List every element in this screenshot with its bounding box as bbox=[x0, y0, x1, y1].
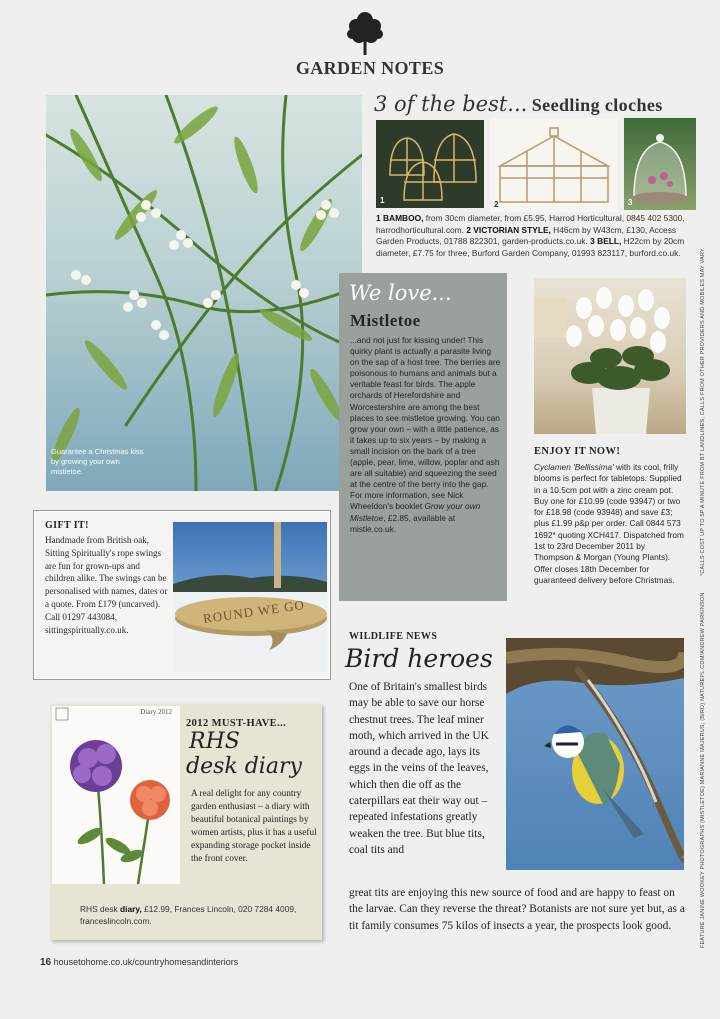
section-title: GARDEN NOTES bbox=[295, 58, 445, 78]
diary-title-1: RHS bbox=[189, 729, 240, 754]
mistletoe-box-title: Mistletoe bbox=[350, 311, 421, 330]
mistletoe-box-body-end: , £2.85, available at mistle.co.uk. bbox=[350, 512, 456, 534]
cloche-photo-3 bbox=[624, 118, 696, 210]
diary-box bbox=[50, 704, 322, 940]
gift-title: GIFT IT! bbox=[45, 520, 89, 531]
tree-icon bbox=[345, 8, 385, 58]
cloches-heading-title: Seedling cloches bbox=[531, 95, 663, 115]
diary-kicker: 2012 MUST-HAVE... bbox=[186, 718, 287, 729]
mistletoe-box bbox=[339, 273, 507, 601]
diary-caption-start: RHS desk bbox=[80, 904, 121, 914]
diary-text: A real delight for any country garden enthusiast – a diary with beautiful botanical paintings by women artists, plus it has a useful expanding storage pocket inside the front cover. bbox=[191, 789, 317, 864]
header-logo bbox=[345, 8, 385, 58]
cloche-photo-2-number: 2 bbox=[494, 200, 499, 209]
side-note-bottom: FEATURE JANINE WOOKEY PHOTOGRAPHS (MISTLETOE) MARIANNE MAJERUS; (BIRD) NATUREPL.COM/ANDREW PARKINSON bbox=[700, 592, 706, 948]
side-note-top: *CALLS COST UP TO 5P A MINUTE FROM BT LANDLINES; CALLS FROM OTHER PROVIDERS AND MOBILES MAY VARY. bbox=[700, 247, 706, 576]
enjoy-plant: Cyclamen 'Bellissima' bbox=[534, 462, 614, 472]
cloche-2-label: 2 VICTORIAN STYLE, bbox=[466, 224, 551, 235]
enjoy-body: with its cool, frilly blooms is perfect for tabletops. Supplied in a 10.5cm pot with a zinc cream pot. Buy one for £10.99 (code 93947) or two for £18.98 (code 93948) and save £3; plus £1.99 p&p per order. Call 0844 573 1692* quoting XCH417. Dispatched from 1st to 23rd December 2011 by Thompson & Morgan (Young Plants). Offer closes 18th December for guaranteed delivery before Christmas. bbox=[534, 462, 684, 585]
cloche-photo-1-number: 1 bbox=[380, 196, 385, 205]
gift-box bbox=[33, 510, 331, 680]
cloche-photo-2 bbox=[490, 118, 618, 212]
diary-cover bbox=[52, 706, 180, 884]
cloche-1-text: from 30cm diameter, from £5.95, Harrod Horticultural, 0845 402 5300, harrodhorticultural.com. bbox=[376, 213, 685, 235]
mistletoe-box-body-text: ...and not just for kissing under! This quirky plant is actually a parasite living on the sap of a host tree. The berries are poisonous to humans and animals but a veritable feast for birds. The apple orchards of Herefordshire and Worcestershire are among the best places to see mistletoe growing. You can grow your own – with a little patience, as it takes up to six years – by making a small incision on the bark of a tree (apple, pear, lime, willow, poplar and ash are all suitable) and squeezing the seed at the centre of the berry into the gap. For more information, see Nick Wheeldon's booklet bbox=[350, 335, 501, 512]
swing-photo bbox=[173, 522, 327, 672]
mistletoe-box-book: Grow your own Mistletoe bbox=[350, 501, 481, 523]
diary-caption-bold: diary, bbox=[120, 904, 142, 914]
swing-engraving: ROUND WE GO bbox=[202, 596, 306, 627]
mistletoe-photo-caption: Guarantee a Christmas kiss by growing your own mistletoe. bbox=[51, 447, 144, 476]
enjoy-text bbox=[534, 462, 684, 586]
mistletoe-photo bbox=[46, 95, 362, 491]
blue-tit-photo bbox=[506, 638, 684, 870]
cloche-photo-1 bbox=[376, 120, 484, 208]
cloches-caption bbox=[376, 213, 696, 259]
wildlife-title: Bird heroes bbox=[345, 644, 493, 673]
footer bbox=[40, 957, 238, 968]
cloche-3-text: H22cm by 20cm diameter, £7.75 for three, Burford Garden Company, 01993 823117, burford.co.uk. bbox=[376, 236, 685, 258]
diary-caption-end: £12.99, Frances Lincoln, 020 7284 4009, franceslincoln.com. bbox=[80, 904, 297, 926]
diary-title-2: desk diary bbox=[186, 754, 302, 779]
mistletoe-illustration bbox=[46, 95, 362, 491]
diary-cover-label: Diary 2012 bbox=[140, 708, 172, 716]
gift-text: Handmade from British oak, Sitting Spiritually's rope swings are fun for grown-ups and children alike. The swings can be personalised with names, dates or a quote. From £179 (uncarved). Call 01297 443084, sittingspiritually.co.uk. bbox=[45, 535, 168, 635]
cloche-1-label: 1 BAMBOO, bbox=[376, 213, 424, 223]
mistletoe-box-kicker: We love... bbox=[349, 281, 452, 305]
cloche-3-label: 3 BELL, bbox=[590, 236, 622, 247]
footer-url[interactable]: housetohome.co.uk/countryhomesandinteriors bbox=[53, 957, 239, 967]
wildlife-text-wide: great tits are enjoying this new source of food and are happy to feast on the larvae. Can they reverse the threat? Botanists are not sure yet but, as a tit family consumes 75 kilos of insects a year, the prospects look good. bbox=[349, 887, 685, 932]
wildlife-text-narrow: One of Britain's smallest birds may be able to save our horse chestnut trees. The leaf miner moth, which arrived in the UK around a decade ago, lays its eggs in the veins of the leaves, which then die off as the caterpillars eat their way out – repeated infestations greatly weaken the tree. But blue tits, coal tits and bbox=[349, 681, 489, 856]
cloche-2-text: H46cm by W43cm, £130, Access Garden Products, 01788 822301, garden-products.co.uk. bbox=[376, 224, 677, 247]
diary-flowers bbox=[52, 706, 180, 884]
cloches-heading-script: 3 of the best... bbox=[374, 92, 528, 116]
cloche-photo-3-number: 3 bbox=[628, 198, 633, 207]
page-number: 16 bbox=[40, 957, 52, 968]
wildlife-kicker: WILDLIFE NEWS bbox=[349, 631, 438, 642]
diary-caption bbox=[80, 904, 320, 927]
cyclamen-photo bbox=[534, 278, 686, 434]
mistletoe-box-body bbox=[350, 335, 502, 535]
cloches-heading bbox=[374, 92, 663, 116]
enjoy-title: ENJOY IT NOW! bbox=[534, 446, 621, 457]
